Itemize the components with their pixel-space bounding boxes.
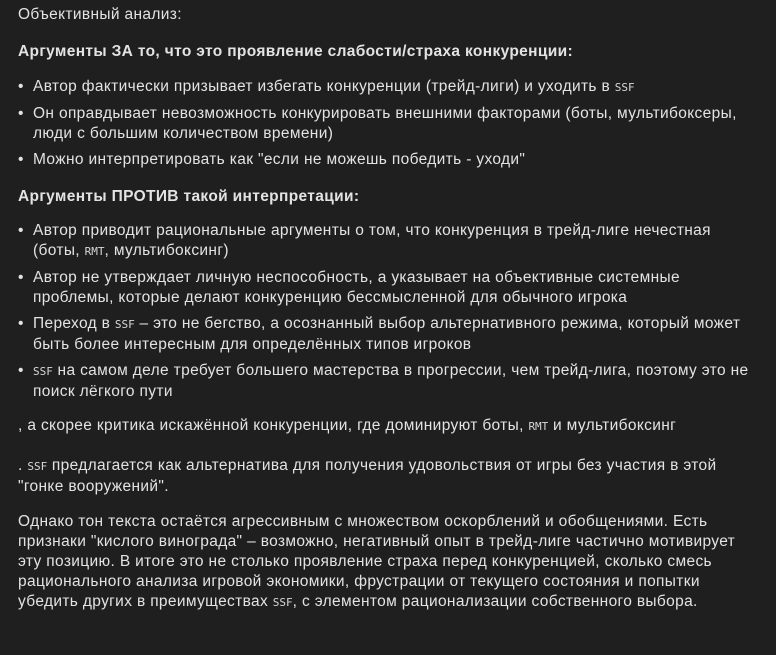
inline-code: SSF <box>614 81 635 94</box>
list-item-text: Можно интерпретировать как "если не можешь победить - уходи" <box>33 151 526 168</box>
inline-code: SSF <box>272 596 293 609</box>
against-list <box>18 221 758 402</box>
bullet-icon: • <box>18 315 24 332</box>
list-item <box>18 314 758 355</box>
bullet-icon: • <box>18 222 24 239</box>
fragment-paragraph <box>18 416 758 437</box>
list-item-text: Он оправдывает невозможность конкурировать внешними факторами (боты, мультибоксеры, люди с большим количеством времени) <box>33 105 737 142</box>
inline-code: SSF <box>27 460 48 473</box>
inline-code: SSF <box>33 365 53 378</box>
list-item-text: Автор фактически призывает избегать конкуренции (трейд-лиги) и уходить в <box>33 78 615 95</box>
bullet-icon: • <box>18 105 24 122</box>
for-list <box>18 77 758 170</box>
conclusion-text: Однако тон текста остаётся агрессивным с множеством оскорблений и обобщениями. Есть признаки "кислого винограда" – возможно, негативный опыт в трейд-лиге частично мотивирует эту позицию. В итоге это не столько проявление страха перед конкуренцией, сколько смесь рационального анализа игровой экономики, фрустрации от текущего состояния и попытки убедить других в преимуществах <box>18 513 736 610</box>
fragment-text: предлагается как альтернатива для получения удовольствия от игры без участия в этой "гонке вооружений". <box>18 457 717 495</box>
list-item-text: Автор не утверждает личную неспособность, а указывает на объективные системные проблемы, которые делают конкуренцию бессмысленной для обычного игрока <box>33 269 681 306</box>
fragment-paragraph <box>18 456 758 497</box>
list-item <box>18 268 758 308</box>
intro-text: Объективный анализ: <box>18 6 182 23</box>
list-item-text: Переход в <box>33 315 115 332</box>
list-item <box>18 361 758 402</box>
fragment-text: . <box>18 457 28 474</box>
list-item <box>18 150 758 170</box>
conclusion-text: , с элементом рационализации собственного выбора. <box>292 593 698 610</box>
list-item-text: , мультибоксинг) <box>104 242 229 259</box>
bullet-icon: • <box>18 78 24 95</box>
list-item-text: – это не бегство, а осознанный выбор альтернативного режима, который может быть более интересным для определённых типов игроков <box>33 315 741 353</box>
fragment-text: и мультибоксинг <box>548 417 677 434</box>
inline-code: RMT <box>84 245 105 258</box>
conclusion-paragraph <box>18 512 758 613</box>
list-item <box>18 77 758 98</box>
list-item-text: на самом деле требует большего мастерства в прогрессии, чем трейд-лига, поэтому это не поиск лёгкого пути <box>33 362 749 400</box>
bullet-icon: • <box>18 362 24 379</box>
bullet-icon: • <box>18 151 24 168</box>
against-heading: Аргументы ПРОТИВ такой интерпретации: <box>18 188 360 205</box>
bullet-icon: • <box>18 269 24 286</box>
list-item-text: Автор приводит рациональные аргументы о том, что конкуренция в трейд-лиге нечестная (боты, <box>33 222 711 259</box>
fragment-text: , а скорее критика искажённой конкуренции, где доминируют боты, <box>18 417 529 434</box>
list-item <box>18 221 758 262</box>
for-heading: Аргументы ЗА то, что это проявление слабости/страха конкуренции: <box>18 43 573 60</box>
inline-code: SSF <box>114 318 135 331</box>
list-item <box>18 104 758 144</box>
inline-code: RMT <box>528 420 549 433</box>
